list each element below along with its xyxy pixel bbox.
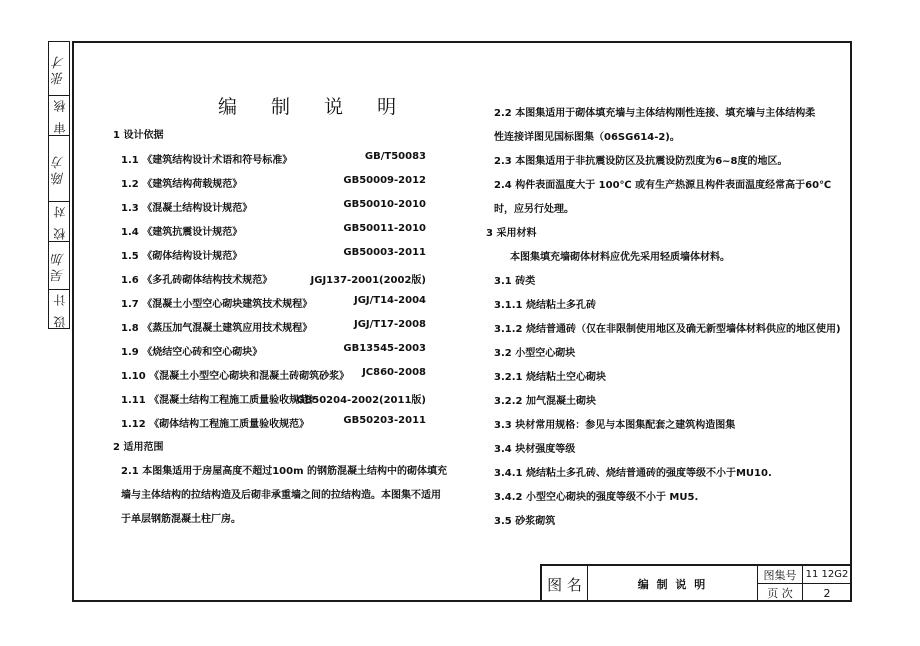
subsection-heading: 3.1 砖类: [494, 276, 536, 287]
list-item: 1.3 《混凝土结构设计规范》: [121, 203, 253, 214]
subsection-heading: 3.4 块材强度等级: [494, 444, 576, 455]
standard-code: GB13545-2003: [343, 343, 426, 354]
side-label-check: 校 对: [52, 203, 67, 240]
paragraph-line: 本图集填充墙砌体材料应优先采用轻质墙体材料。: [510, 252, 730, 263]
paragraph-line: 时，应另行处理。: [494, 204, 574, 215]
signature-3: 张才: [51, 52, 67, 85]
title-block: [540, 564, 851, 602]
standard-code: GB50009-2012: [343, 175, 426, 186]
paragraph-line: 2.2 本图集适用于砌体填充墙与主体结构刚性连接、填充墙与主体结构柔: [494, 108, 816, 119]
list-item: 1.1 《建筑结构设计术语和符号标准》: [121, 155, 293, 166]
paragraph-line: 墙与主体结构的拉结构造及后砌非承重墙之间的拉结构造。本图集不适用: [121, 490, 441, 501]
subsection-heading: 3.2 小型空心砌块: [494, 348, 576, 359]
paragraph-line: 3.1.2 烧结普通砖（仅在非限制使用地区及确无新型墙体材料供应的地区使用): [494, 324, 841, 335]
standard-code: GB50010-2010: [343, 199, 426, 210]
list-item: 1.11 《混凝土结构工程施工质量验收规范》: [121, 395, 320, 406]
check-cell: [49, 202, 69, 242]
review-cell: [49, 96, 69, 136]
page-number-value: 2: [823, 586, 831, 600]
standard-code: GB50011-2010: [343, 223, 426, 234]
list-item: 1.4 《建筑抗震设计规范》: [121, 227, 243, 238]
standard-code: JC860-2008: [362, 367, 426, 378]
signature-1: 吴加: [51, 249, 67, 282]
standard-code: JGJ/T14-2004: [353, 295, 426, 306]
side-label-design: 设 计: [52, 290, 67, 328]
paragraph-line: 3.3 块材常用规格：参见与本图集配套之建筑构造图集: [494, 420, 736, 431]
paragraph-line: 3.4.1 烧结粘土多孔砖、烧结普通砖的强度等级不小于MU10.: [494, 468, 772, 479]
design-cell: [49, 290, 69, 328]
side-label-review: 审 核: [52, 97, 67, 134]
page-number-label: 页 次: [767, 587, 793, 600]
list-item: 1.8 《蒸压加气混凝土建筑应用技术规程》: [121, 323, 313, 334]
section-heading: 1 设计依据: [113, 130, 164, 141]
signature-strip: [48, 41, 70, 329]
paragraph-line: 3.2.1 烧结粘土空心砌块: [494, 372, 606, 383]
section-heading: 2 适用范围: [113, 442, 164, 453]
paragraph-line: 3.2.2 加气混凝土砌块: [494, 396, 596, 407]
atlas-number-value: 11 12G2: [805, 569, 849, 580]
signature-cell: [49, 42, 69, 96]
paragraph-line: 性连接详图见国标图集（06SG614-2)。: [494, 132, 680, 143]
signature-cell: [49, 242, 69, 290]
standard-code: JGJ137-2001(2002版): [310, 275, 426, 286]
list-item: 1.6 《多孔砖砌体结构技术规范》: [121, 275, 273, 286]
paragraph-line: 于单层钢筋混凝土柱厂房。: [121, 514, 241, 525]
list-item: 1.7 《混凝土小型空心砌块建筑技术规程》: [121, 299, 313, 310]
subsection-heading: 3.5 砂浆砌筑: [494, 516, 556, 527]
standard-code: GB50003-2011: [343, 247, 426, 258]
paragraph-line: 2.4 构件表面温度大于 100℃ 或有生产热源且构件表面温度经常高于60℃: [494, 180, 832, 191]
standard-code: JGJ/T17-2008: [353, 319, 426, 330]
paragraph-line: 2.1 本图集适用于房屋高度不超过100m 的钢筋混凝土结构中的砌体填充: [121, 466, 447, 477]
paragraph-line: 3.1.1 烧结粘土多孔砖: [494, 300, 596, 311]
section-heading: 3 采用材料: [486, 228, 537, 239]
list-item: 1.10 《混凝土小型空心砌块和混凝土砖砌筑砂浆》: [121, 371, 350, 382]
paragraph-line: 2.3 本图集适用于非抗震设防区及抗震设防烈度为6~8度的地区。: [494, 156, 788, 167]
drawing-name-label: 图 名: [547, 575, 582, 594]
list-item: 1.9 《烧结空心砖和空心砌块》: [121, 347, 263, 358]
paragraph-line: 3.4.2 小型空心砌块的强度等级不小于 MU5.: [494, 492, 699, 503]
signature-2: 陈方: [51, 152, 67, 185]
atlas-number-label: 图集号: [763, 568, 797, 582]
standard-code: GB50203-2011: [343, 415, 426, 426]
standard-code: GB50204-2002(2011版): [296, 395, 426, 406]
drawing-name-value: 编 制 说 明: [637, 578, 708, 591]
list-item: 1.12 《砌体结构工程施工质量验收规范》: [121, 419, 310, 430]
standard-code: GB/T50083: [364, 151, 426, 162]
page-title: 编 制 说 明: [218, 96, 411, 118]
list-item: 1.5 《砌体结构设计规范》: [121, 251, 243, 262]
signature-cell: [49, 136, 69, 202]
list-item: 1.2 《建筑结构荷载规范》: [121, 179, 243, 190]
